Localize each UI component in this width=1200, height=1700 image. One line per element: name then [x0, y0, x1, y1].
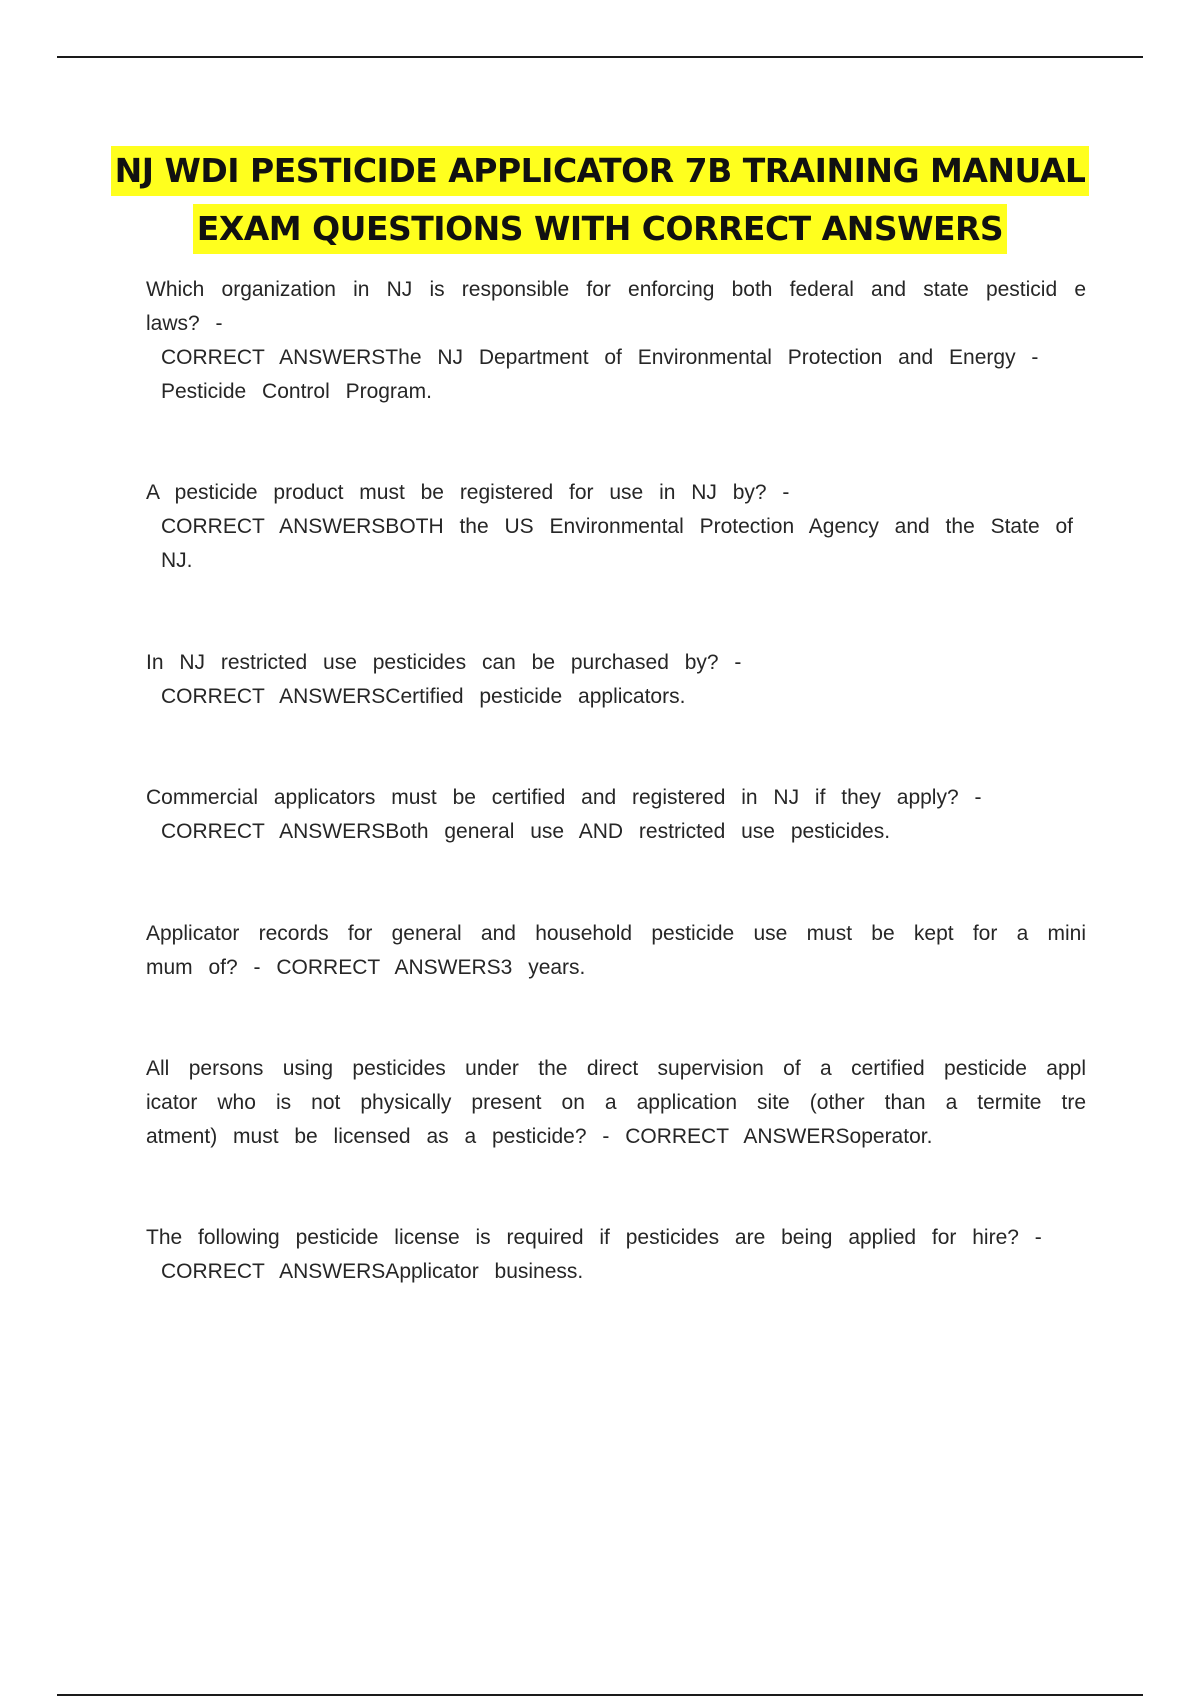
answer-text: CORRECT ANSWERSBOTH the US Environmental Protection Agency and the State of NJ.	[161, 515, 1073, 572]
answer-text: CORRECT ANSWERSBoth general use AND restricted use pesticides.	[161, 820, 891, 843]
title-line-2: EXAM QUESTIONS WITH CORRECT ANSWERS	[193, 204, 1007, 254]
qa-item	[146, 1052, 1086, 1154]
question-text	[146, 1052, 1086, 1154]
top-rule	[57, 56, 1143, 58]
answer-text: CORRECT ANSWERSoperator.	[625, 1125, 933, 1148]
question-text: A pesticide product must be registered for use in NJ by? -	[146, 481, 790, 504]
answer-text: CORRECT ANSWERS3 years.	[276, 956, 586, 979]
qa-item	[146, 917, 1086, 985]
question-part: Applicator records for general and household pesticide use must be kept for a mini mum of? -	[146, 922, 1086, 979]
qa-item	[146, 781, 1086, 849]
answer-text: CORRECT ANSWERSApplicator business.	[161, 1260, 584, 1283]
question-part: All persons using pesticides under the direct supervision of a certified pesticide appl icator who is not physically present on a application site (other than a termite tre atment) must be licensed as a pesticide? -	[146, 1057, 1086, 1148]
question-text: In NJ restricted use pesticides can be purchased by? -	[146, 651, 742, 674]
question-text: Which organization in NJ is responsible for enforcing both federal and state pesticid e laws? -	[146, 278, 1086, 335]
question-text: The following pesticide license is required if pesticides are being applied for hire? -	[146, 1226, 1042, 1249]
title-line-1: NJ WDI PESTICIDE APPLICATOR 7B TRAINING MANUAL	[111, 146, 1090, 196]
qa-item	[146, 646, 1086, 714]
bottom-rule	[57, 1694, 1143, 1696]
answer-text: CORRECT ANSWERSThe NJ Department of Environmental Protection and Energy - Pesticide Control Program.	[161, 346, 1039, 403]
document-title	[0, 146, 1200, 254]
qa-item	[146, 273, 1086, 409]
question-text: Commercial applicators must be certified and registered in NJ if they apply? -	[146, 786, 982, 809]
qa-item	[146, 1221, 1086, 1289]
question-text	[146, 917, 1086, 985]
answer-text: CORRECT ANSWERSCertified pesticide applicators.	[161, 685, 686, 708]
qa-item	[146, 476, 1086, 578]
